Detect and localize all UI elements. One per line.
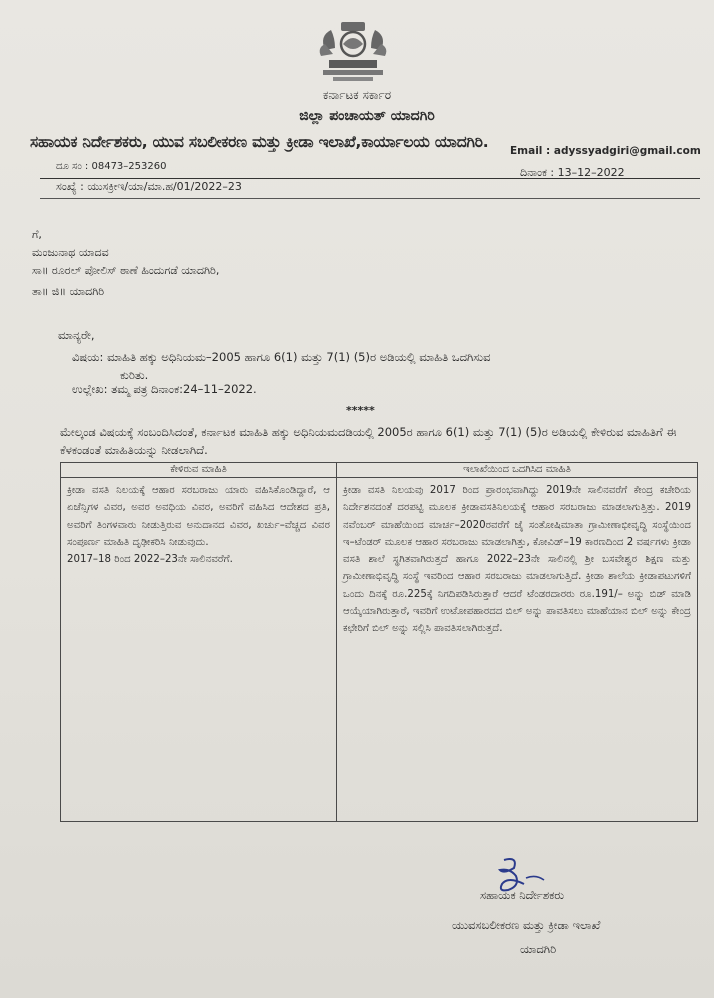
karnataka-emblem-icon <box>303 20 403 84</box>
subject <box>72 348 692 384</box>
intro-paragraph: ಮೇಲ್ಕಂಡ ವಿಷಯಕ್ಕೆ ಸಂಬಂದಿಸಿದಂತೆ, ಕರ್ನಾಟಕ ಮಾಹಿತಿ ಹಕ್ಕು ಅಧಿನಿಯಮದಡಿಯಲ್ಲಿ 2005ರ ಹಾಗೂ 6(1) ಮತ್ತು 7(1) (5)ರ ಅಡಿಯಲ್ಲಿ ಕೇಳಿರುವ ಮಾಹಿತಿಗೆ ಈ ಕೆಳಕಂಡಂತೆ ಮಾಹಿತಿಯನ್ನು ನೀಡಲಾಗಿದೆ. <box>60 425 677 457</box>
reference-line: ಉಲ್ಲೇಖ: ತಮ್ಮ ಪತ್ರ ದಿನಾಂಕ:24–11–2022. <box>72 382 257 396</box>
table-row <box>61 478 698 822</box>
subject-line-continued: ಕುರಿತು. <box>120 368 149 382</box>
requested-info-text: ಕ್ರೀಡಾ ವಸತಿ ನಿಲಯಕ್ಕೆ ಆಹಾರ ಸರಬರಾಜು ಯಾರು ವಹಿಸಿಕೊಂಡಿದ್ದಾರೆ, ಆ ಏಜೆನ್ಸಿಗಳ ವಿವರ, ಅವರ ಅವಧಿಯ ವಿವರ, ಅವರಿಗೆ ವಹಿಸಿದ ಆದೇಶದ ಪ್ರತಿ, ಅವರಿಗೆ ತಿಂಗಳವಾರು ನೀಡುತ್ತಿರುವ ಅನುದಾನದ ವಿವರ, ಖರ್ಚು–ವೆಚ್ಚದ ವಿವರ ಸಂಪೂರ್ಣ ಮಾಹಿತಿ ದೃಢೀಕರಿಸಿ ನೀಡುವುದು. <box>67 485 330 548</box>
phone-number: ದೂ ಸಂ : 08473–253260 <box>56 161 167 172</box>
signatory-place: ಯಾದಗಿರಿ <box>520 942 557 956</box>
email-address: Email : adyssyadgiri@gmail.com <box>510 145 701 157</box>
rti-response-table <box>60 462 698 822</box>
recipient-address-line1: ಸಾ॥ ರೂರಲ್ ಪೋಲಿಸ್ ಠಾಣೆ ಹಿಂದುಗಡೆ ಯಾದಗಿರಿ, <box>32 264 220 277</box>
to-label: ಗೆ, <box>32 228 42 241</box>
government-name: ಕರ್ನಾಟಕ ಸರ್ಕಾರ <box>322 88 392 102</box>
header-divider-lower <box>40 198 700 199</box>
header-requested-info: ಕೇಳಿರುವ ಮಾಹಿತಿ <box>61 463 337 478</box>
recipient-name: ಮಂಜುನಾಥ ಯಾದವ <box>32 246 109 259</box>
requested-info-cell <box>61 478 337 822</box>
office-name: ಜಿಲ್ಲಾ ಪಂಚಾಯತ್ ಯಾದಗಿರಿ <box>299 108 435 124</box>
signatory-designation: ಸಹಾಯಕ ನಿರ್ದೇಶಕರು <box>480 888 565 902</box>
letter-date: ದಿನಾಂಕ : 13–12–2022 <box>520 166 625 179</box>
header-provided-info: ಇಲಾಖೆಯಿಂದ ಒದಗಿಸಿದ ಮಾಹಿತಿ <box>337 463 698 478</box>
subject-line: ವಿಷಯ: ಮಾಹಿತಿ ಹಕ್ಕು ಅಧಿನಿಯಮ–2005 ಹಾಗೂ 6(1) ಮತ್ತು 7(1) (5)ರ ಅಡಿಯಲ್ಲಿ ಮಾಹಿತಿ ಒದಗಿಸುವ <box>72 350 491 364</box>
reference-number: ಸಂಖ್ಯೆ : ಯುಸಕ್ರೀಇ/ಯಾ/ಮಾ.ಹ/01/2022–23 <box>56 180 242 193</box>
salutation: ಮಾನ್ಯರೇ, <box>58 328 95 342</box>
requested-period: 2017–18 ರಿಂದ 2022–23ನೇ ಸಾಲಿನವರೆಗೆ. <box>67 554 233 566</box>
separator-stars: ***** <box>346 404 375 417</box>
header-divider <box>40 178 700 179</box>
table-header-row <box>61 463 698 478</box>
provided-info-cell: ಕ್ರೀಡಾ ವಸತಿ ನಿಲಯವು 2017 ರಿಂದ ಪ್ರಾರಂಭವಾಗಿದ್ದು 2019ನೇ ಸಾಲಿನವರೆಗೆ ಕೇಂದ್ರ ಕಚೇರಿಯ ನಿರ್ದೇಶನದಂತೆ ದರಪಟ್ಟಿ ಮೂಲಕ ಕ್ರೀಡಾವಸತಿನಿಲಯಕ್ಕೆ ಆಹಾರ ಸರಬರಾಜು ಮಾಡಲಾಗುತ್ತಿತ್ತು. 2019 ನವೆಂಬರ್ ಮಾಹೆಯಿಂದ ಮಾರ್ಚ–2020ರವರೆಗೆ ಜೈ ಸಂತೋಷಿಮಾತಾ ಗ್ರಾಮೀಣಾಭೀವೃದ್ಧಿ ಸಂಸ್ಥೆಯಿಂದ ಇ–ಟೆಂಡರ್ ಮೂಲಕ ಆಹಾರ ಸರಬರಾಜು ಮಾಡಲಾಗಿತ್ತು, ಕೋವಿಡ್–19 ಕಾರಣದಿಂದ 2 ವರ್ಷಗಳು ಕ್ರೀಡಾ ವಸತಿ ಶಾಲೆ ಸ್ಥಗಿತವಾಗಿರುತ್ತದೆ ಹಾಗೂ 2022–23ನೇ ಸಾಲಿನಲ್ಲಿ ಶ್ರೀ ಬಸವೇಶ್ವರ ಶಿಕ್ಷಣ ಮತ್ತು ಗ್ರಾಮೀಣಾಭಿವೃದ್ಧಿ ಸಂಸ್ಥೆ ಇವರಿಂದ ಆಹಾರ ಸರಬರಾಜು ಮಾಡಲಾಗುತ್ತಿದೆ. ಕ್ರೀಡಾ ಶಾಲೆಯ ಕ್ರೀಡಾಪಟುಗಳಿಗೆ ಒಂದು ದಿನಕ್ಕೆ ರೂ.225ಕ್ಕೆ ನಿಗದಿಪಡಿಸಿರುತ್ತಾರೆ ಆದರೆ ಟೆಂಡರದಾರರು ರೂ.191/– ಅನ್ನು ಬಿಡ್ ಮಾಡಿ ಆಯ್ಕೆಯಾಗಿರುತ್ತಾರೆ, ಇವರಿಗೆ ಉಟೋಪಹಾರದದ ಬಿಲ್ ಅನ್ನು ಪಾವತಿಸಲು ಮಾಹೆಯಾನ ಬಿಲ್ ಅನ್ನು ಕೇಂದ್ರ ಕಛೇರಿಗೆ ಬಿಲ್ ಅನ್ನು ಸಲ್ಲಿಸಿ ಪಾವತಿಸಲಾಗಿರುತ್ತದೆ. <box>337 478 698 822</box>
recipient-address-line2: ತಾ॥ ಜಿ॥ ಯಾದಗಿರಿ <box>32 285 105 298</box>
department-heading: ಸಹಾಯಕ ನಿರ್ದೇಶಕರು, ಯುವ ಸಬಲೀಕರಣ ಮತ್ತು ಕ್ರೀಡಾ ಇಲಾಖೆ,ಕಾರ್ಯಾಲಯ ಯಾದಗಿರಿ. <box>30 133 489 151</box>
signatory-department: ಯುವಸಬಲೀಕರಣ ಮತ್ತು ಕ್ರೀಡಾ ಇಲಾಖೆ <box>452 918 601 932</box>
